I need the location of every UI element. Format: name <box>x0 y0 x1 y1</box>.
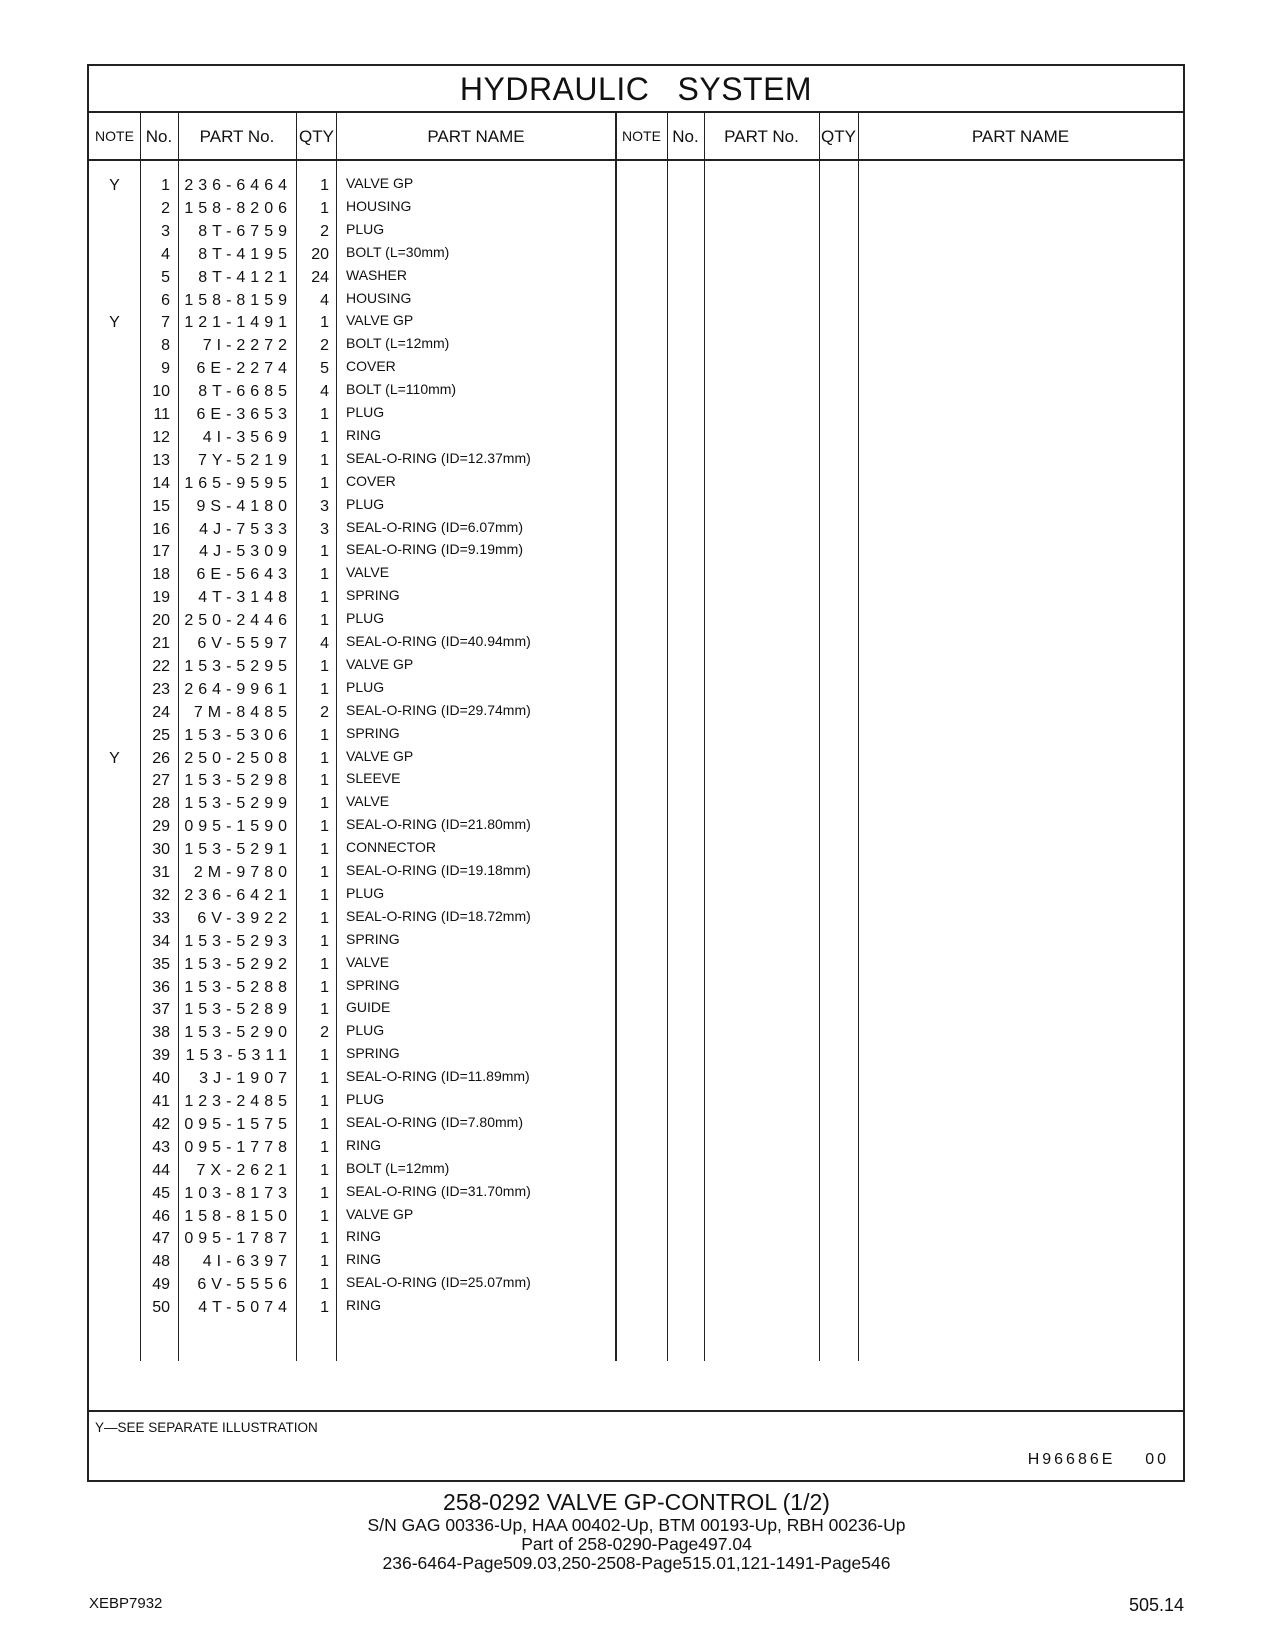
item-number-cell: 31 <box>152 864 170 881</box>
part-number-cell: 4J-5309 <box>199 543 292 561</box>
part-name-cell: VALVE GP <box>346 175 414 191</box>
quantity-cell: 20 <box>311 245 329 263</box>
part-number-cell: 3J-1907 <box>199 1070 292 1088</box>
table-row <box>89 1250 1183 1273</box>
item-number-cell: 49 <box>152 1276 170 1294</box>
table-row <box>89 678 1183 701</box>
part-name-cell: BOLT (L=12mm) <box>346 335 450 352</box>
part-number-cell: 103-8173 <box>184 1184 292 1202</box>
quantity-cell: 1 <box>320 406 329 423</box>
part-name-cell: PLUG <box>346 404 385 420</box>
quantity-cell: 1 <box>320 932 329 950</box>
part-number-cell: 264-9961 <box>184 680 292 698</box>
item-number-cell: 46 <box>152 1207 170 1225</box>
table-row <box>89 449 1183 472</box>
part-number-cell: 6V-5556 <box>197 1276 292 1294</box>
part-number-cell: 095-1778 <box>184 1138 292 1156</box>
item-number-cell: 9 <box>161 360 170 378</box>
part-number-cell: 4J-7533 <box>199 520 292 538</box>
part-name-cell: COVER <box>346 358 396 375</box>
part-name-cell: SEAL-O-RING (ID=12.37mm) <box>346 449 531 466</box>
part-number-cell: 153-5291 <box>184 841 292 859</box>
note-cell: Y <box>109 314 120 332</box>
item-number-cell: 36 <box>152 978 170 996</box>
part-number-cell: 8T-4195 <box>198 245 292 263</box>
item-number-cell: 33 <box>152 909 170 927</box>
quantity-cell: 3 <box>320 497 329 515</box>
quantity-cell: 1 <box>320 1299 329 1317</box>
item-number-cell: 24 <box>152 703 170 721</box>
part-name-cell: SPRING <box>346 976 400 993</box>
quantity-cell: 1 <box>320 795 329 813</box>
quantity-cell: 1 <box>320 199 329 217</box>
part-name-cell: HOUSING <box>346 197 412 214</box>
part-name-cell: PLUG <box>346 495 385 512</box>
part-name-cell: SEAL-O-RING (ID=31.70mm) <box>346 1182 531 1199</box>
caption-title: 258-0292 VALVE GP-CONTROL (1/2) <box>443 1489 830 1515</box>
header-no-left: No. <box>145 127 173 146</box>
item-number-cell: 3 <box>161 222 170 240</box>
part-number-cell: 6V-3922 <box>197 909 292 927</box>
item-number-cell: 47 <box>152 1230 170 1248</box>
quantity-cell: 1 <box>320 177 329 194</box>
item-number-cell: 41 <box>152 1093 170 1110</box>
table-bottom-divider <box>89 1410 1183 1412</box>
part-name-cell: WASHER <box>346 266 407 283</box>
quantity-cell: 1 <box>320 1138 329 1156</box>
item-number-cell: 23 <box>152 680 170 698</box>
part-name-cell: VALVE <box>346 793 390 810</box>
part-name-cell: RING <box>346 1251 381 1268</box>
part-name-cell: CONNECTOR <box>346 839 436 856</box>
table-row <box>89 220 1183 243</box>
part-number-cell: 121-1491 <box>184 314 292 332</box>
drawing-code: H96686E 00 <box>1027 1451 1169 1468</box>
part-number-cell: 6E-2274 <box>196 360 292 378</box>
part-number-cell: 153-5289 <box>184 1001 292 1019</box>
part-number-cell: 095-1590 <box>184 818 292 836</box>
part-name-cell: HOUSING <box>346 289 412 306</box>
item-number-cell: 12 <box>152 428 170 446</box>
part-number-cell: 8T-6759 <box>198 222 292 240</box>
part-number-cell: 250-2446 <box>184 612 292 630</box>
table-row <box>89 1113 1183 1136</box>
table-row <box>89 1182 1183 1205</box>
part-name-cell: RING <box>346 426 381 443</box>
item-number-cell: 4 <box>161 245 170 263</box>
quantity-cell: 1 <box>320 428 329 446</box>
table-row <box>89 380 1183 403</box>
table-row <box>89 769 1183 792</box>
table-row <box>89 609 1183 632</box>
quantity-cell: 1 <box>320 1047 329 1065</box>
document-id: XEBP7932 <box>89 1595 163 1612</box>
item-number-cell: 7 <box>161 314 170 332</box>
quantity-cell: 4 <box>320 383 329 401</box>
section-title: HYDRAULIC SYSTEM <box>89 66 1183 113</box>
part-name-cell: VALVE GP <box>346 312 414 329</box>
part-number-cell: 4I-6397 <box>202 1253 292 1271</box>
part-number-cell: 8T-4121 <box>198 268 292 286</box>
part-number-cell: 7M-8485 <box>193 703 292 721</box>
header-part-no-left: PART No. <box>199 127 275 146</box>
part-number-cell: 153-5299 <box>184 795 292 813</box>
table-row <box>89 1273 1183 1296</box>
quantity-cell: 24 <box>311 268 329 286</box>
table-row <box>89 357 1183 380</box>
quantity-cell: 5 <box>320 360 329 378</box>
part-number-cell: 095-1787 <box>184 1230 292 1248</box>
quantity-cell: 1 <box>320 314 329 332</box>
item-number-cell: 37 <box>152 1001 170 1019</box>
item-number-cell: 20 <box>152 612 170 630</box>
part-number-cell: 7X-2621 <box>196 1161 292 1179</box>
part-name-cell: SEAL-O-RING (ID=6.07mm) <box>346 518 523 535</box>
quantity-cell: 1 <box>320 886 329 904</box>
quantity-cell: 4 <box>320 291 329 309</box>
part-name-cell: PLUG <box>346 610 385 627</box>
quantity-cell: 1 <box>320 451 329 469</box>
quantity-cell: 1 <box>320 772 329 790</box>
quantity-cell: 1 <box>320 474 329 492</box>
note-cell: Y <box>109 749 120 767</box>
part-number-cell: 9S-4180 <box>196 497 292 515</box>
quantity-cell: 1 <box>320 566 329 584</box>
part-name-cell: BOLT (L=12mm) <box>346 1159 450 1176</box>
table-row <box>89 998 1183 1021</box>
quantity-cell: 2 <box>320 337 329 355</box>
item-number-cell: 42 <box>152 1115 170 1133</box>
item-number-cell: 48 <box>152 1253 170 1271</box>
item-number-cell: 39 <box>152 1047 170 1065</box>
quantity-cell: 1 <box>320 1070 329 1088</box>
quantity-cell: 1 <box>320 543 329 561</box>
part-number-cell: 158-8150 <box>184 1207 292 1225</box>
table-row <box>89 861 1183 884</box>
header-part-name-left: PART NAME <box>427 127 525 146</box>
table-row <box>89 1021 1183 1044</box>
table-row <box>89 266 1183 289</box>
table-row <box>89 495 1183 518</box>
quantity-cell: 2 <box>320 703 329 721</box>
table-row <box>89 334 1183 357</box>
part-name-cell: SEAL-O-RING (ID=19.18mm) <box>346 862 531 878</box>
part-name-cell: PLUG <box>346 1091 385 1107</box>
quantity-cell: 2 <box>320 222 329 240</box>
item-number-cell: 2 <box>161 199 170 217</box>
caption-references: 236-6464-Page509.03,250-2508-Page515.01,121-1491-Page546 <box>382 1553 891 1573</box>
quantity-cell: 1 <box>320 1161 329 1179</box>
quantity-cell: 1 <box>320 818 329 836</box>
table-row <box>89 655 1183 678</box>
header-qty-right: QTY <box>821 127 856 146</box>
page-number: 505.14 <box>1128 1595 1184 1615</box>
part-number-cell: 153-5293 <box>184 932 292 950</box>
part-name-cell: VALVE GP <box>346 747 414 764</box>
part-name-cell: VALVE GP <box>346 655 414 672</box>
table-row <box>89 174 1183 197</box>
table-row <box>89 1159 1183 1182</box>
quantity-cell: 1 <box>320 909 329 927</box>
part-number-cell: 4T-3148 <box>198 589 292 607</box>
header-part-name-right: PART NAME <box>971 127 1070 146</box>
item-number-cell: 8 <box>161 337 170 355</box>
header-qty-left: QTY <box>299 127 334 146</box>
part-name-cell: VALVE <box>346 953 390 970</box>
item-number-cell: 22 <box>152 657 170 675</box>
part-number-cell: 6E-5643 <box>196 566 292 584</box>
quantity-cell: 1 <box>320 680 329 698</box>
part-name-cell: BOLT (L=110mm) <box>346 381 457 398</box>
header-no-right: No. <box>672 127 699 146</box>
part-number-cell: 4T-5074 <box>198 1299 292 1317</box>
item-number-cell: 45 <box>152 1184 170 1202</box>
part-number-cell: 153-5290 <box>184 1024 292 1042</box>
part-name-cell: VALVE <box>346 564 390 581</box>
part-name-cell: RING <box>346 1136 381 1153</box>
item-number-cell: 29 <box>152 818 170 836</box>
table-row <box>89 563 1183 586</box>
item-number-cell: 13 <box>152 451 170 469</box>
header-note-left: NOTE <box>95 128 134 144</box>
table-row <box>89 586 1183 609</box>
item-number-cell: 25 <box>152 726 170 744</box>
item-number-cell: 50 <box>152 1299 170 1317</box>
quantity-cell: 1 <box>320 589 329 607</box>
table-row <box>89 1227 1183 1250</box>
item-number-cell: 27 <box>152 772 170 790</box>
quantity-cell: 1 <box>320 864 329 881</box>
note-cell: Y <box>109 177 120 194</box>
item-number-cell: 38 <box>152 1024 170 1042</box>
header-divider <box>89 159 1183 161</box>
part-number-cell: 7Y-5219 <box>197 451 292 469</box>
part-name-cell: SEAL-O-RING (ID=40.94mm) <box>346 633 531 649</box>
item-number-cell: 34 <box>152 932 170 950</box>
table-row <box>89 724 1183 747</box>
table-row <box>89 426 1183 449</box>
caption-serial-numbers: S/N GAG 00336-Up, HAA 00402-Up, BTM 00193-Up, RBH 00236-Up <box>367 1515 906 1535</box>
part-number-cell: 158-8159 <box>184 291 292 309</box>
quantity-cell: 1 <box>320 955 329 973</box>
item-number-cell: 19 <box>152 589 170 607</box>
table-row <box>89 953 1183 976</box>
item-number-cell: 21 <box>152 635 170 652</box>
table-row <box>89 1067 1183 1090</box>
part-name-cell: VALVE GP <box>346 1205 414 1222</box>
part-number-cell: 6V-5597 <box>197 635 292 652</box>
part-number-cell: 4I-3569 <box>202 428 292 446</box>
part-name-cell: SPRING <box>346 1045 400 1062</box>
part-number-cell: 123-2485 <box>184 1093 292 1110</box>
part-name-cell: SLEEVE <box>346 770 401 787</box>
part-number-cell: 153-5306 <box>184 726 292 744</box>
part-number-cell: 236-6464 <box>184 177 292 194</box>
table-row <box>89 747 1183 770</box>
part-name-cell: GUIDE <box>346 999 391 1016</box>
item-number-cell: 30 <box>152 841 170 859</box>
table-row <box>89 472 1183 495</box>
quantity-cell: 1 <box>320 726 329 744</box>
part-name-cell: SEAL-O-RING (ID=18.72mm) <box>346 907 531 924</box>
item-number-cell: 44 <box>152 1161 170 1179</box>
table-row <box>89 1296 1183 1319</box>
part-number-cell: 153-5298 <box>184 772 292 790</box>
part-name-cell: PLUG <box>346 220 385 237</box>
part-number-cell: 153-5311 <box>185 1047 292 1065</box>
part-name-cell: SEAL-O-RING (ID=21.80mm) <box>346 816 531 833</box>
table-row <box>89 243 1183 266</box>
item-number-cell: 5 <box>161 268 170 286</box>
table-row <box>89 1205 1183 1228</box>
table-row <box>89 976 1183 999</box>
item-number-cell: 17 <box>152 543 170 561</box>
part-number-cell: 250-2508 <box>184 749 292 767</box>
item-number-cell: 40 <box>152 1070 170 1088</box>
part-name-cell: SEAL-O-RING (ID=7.80mm) <box>346 1113 523 1130</box>
part-name-cell: SPRING <box>346 724 400 741</box>
table-row <box>89 1044 1183 1067</box>
part-name-cell: SEAL-O-RING (ID=9.19mm) <box>346 541 523 558</box>
item-number-cell: 15 <box>152 497 170 515</box>
item-number-cell: 10 <box>152 383 170 401</box>
part-name-cell: SPRING <box>346 930 400 947</box>
part-number-cell: 7I-2272 <box>202 337 292 355</box>
table-row <box>89 540 1183 563</box>
part-name-cell: PLUG <box>346 678 385 695</box>
table-row <box>89 1090 1183 1113</box>
part-number-cell: 158-8206 <box>184 199 292 217</box>
part-name-cell: PLUG <box>346 1022 385 1039</box>
table-row <box>89 884 1183 907</box>
item-number-cell: 11 <box>153 406 170 423</box>
part-name-cell: SEAL-O-RING (ID=11.89mm) <box>346 1068 530 1085</box>
quantity-cell: 1 <box>320 1230 329 1248</box>
quantity-cell: 2 <box>320 1024 329 1042</box>
header-part-no-right: PART No. <box>724 127 799 146</box>
part-number-cell: 8T-6685 <box>198 383 292 401</box>
quantity-cell: 1 <box>320 657 329 675</box>
table-row <box>89 930 1183 953</box>
quantity-cell: 1 <box>320 1115 329 1133</box>
quantity-cell: 1 <box>320 749 329 767</box>
quantity-cell: 1 <box>320 1276 329 1294</box>
part-name-cell: BOLT (L=30mm) <box>346 243 450 260</box>
part-number-cell: 153-5292 <box>184 955 292 973</box>
item-number-cell: 43 <box>152 1138 170 1156</box>
item-number-cell: 32 <box>152 886 170 904</box>
table-row <box>89 792 1183 815</box>
table-row <box>89 701 1183 724</box>
table-row <box>89 632 1183 655</box>
caption-part-of: Part of 258-0290-Page497.04 <box>521 1534 752 1554</box>
table-row <box>89 907 1183 930</box>
table-row <box>89 289 1183 312</box>
part-number-cell: 153-5288 <box>184 978 292 996</box>
item-number-cell: 18 <box>152 566 170 584</box>
parts-list-frame <box>87 64 1185 1482</box>
part-number-cell: 095-1575 <box>184 1115 292 1133</box>
part-name-cell: RING <box>346 1228 381 1245</box>
part-number-cell: 6E-3653 <box>196 406 292 423</box>
item-number-cell: 14 <box>152 474 170 492</box>
table-row <box>89 197 1183 220</box>
part-name-cell: SEAL-O-RING (ID=29.74mm) <box>346 701 531 718</box>
item-number-cell: 26 <box>152 749 170 767</box>
part-name-cell: RING <box>346 1297 381 1314</box>
quantity-cell: 4 <box>320 635 329 652</box>
quantity-cell: 1 <box>320 1093 329 1110</box>
part-name-cell: PLUG <box>346 884 385 901</box>
part-number-cell: 165-9595 <box>184 474 292 492</box>
table-row <box>89 1136 1183 1159</box>
item-number-cell: 6 <box>161 291 170 309</box>
table-row <box>89 403 1183 426</box>
table-row <box>89 518 1183 541</box>
table-row <box>89 838 1183 861</box>
quantity-cell: 1 <box>320 612 329 630</box>
item-number-cell: 28 <box>152 795 170 813</box>
part-name-cell: SPRING <box>346 587 400 604</box>
item-number-cell: 35 <box>152 955 170 973</box>
part-number-cell: 236-6421 <box>184 886 292 904</box>
legend-note: Y—SEE SEPARATE ILLUSTRATION <box>95 1420 318 1435</box>
part-name-cell: COVER <box>346 472 396 489</box>
quantity-cell: 1 <box>320 1184 329 1202</box>
item-number-cell: 16 <box>152 520 170 538</box>
header-note-right: NOTE <box>622 128 661 144</box>
quantity-cell: 1 <box>320 1207 329 1225</box>
quantity-cell: 3 <box>320 520 329 538</box>
table-row <box>89 311 1183 334</box>
item-number-cell: 1 <box>161 177 170 194</box>
quantity-cell: 1 <box>320 978 329 996</box>
part-name-cell: SEAL-O-RING (ID=25.07mm) <box>346 1274 531 1291</box>
part-number-cell: 153-5295 <box>184 657 292 675</box>
quantity-cell: 1 <box>320 1001 329 1019</box>
quantity-cell: 1 <box>320 841 329 859</box>
part-number-cell: 2M-9780 <box>193 864 292 881</box>
table-row <box>89 815 1183 838</box>
quantity-cell: 1 <box>320 1253 329 1271</box>
